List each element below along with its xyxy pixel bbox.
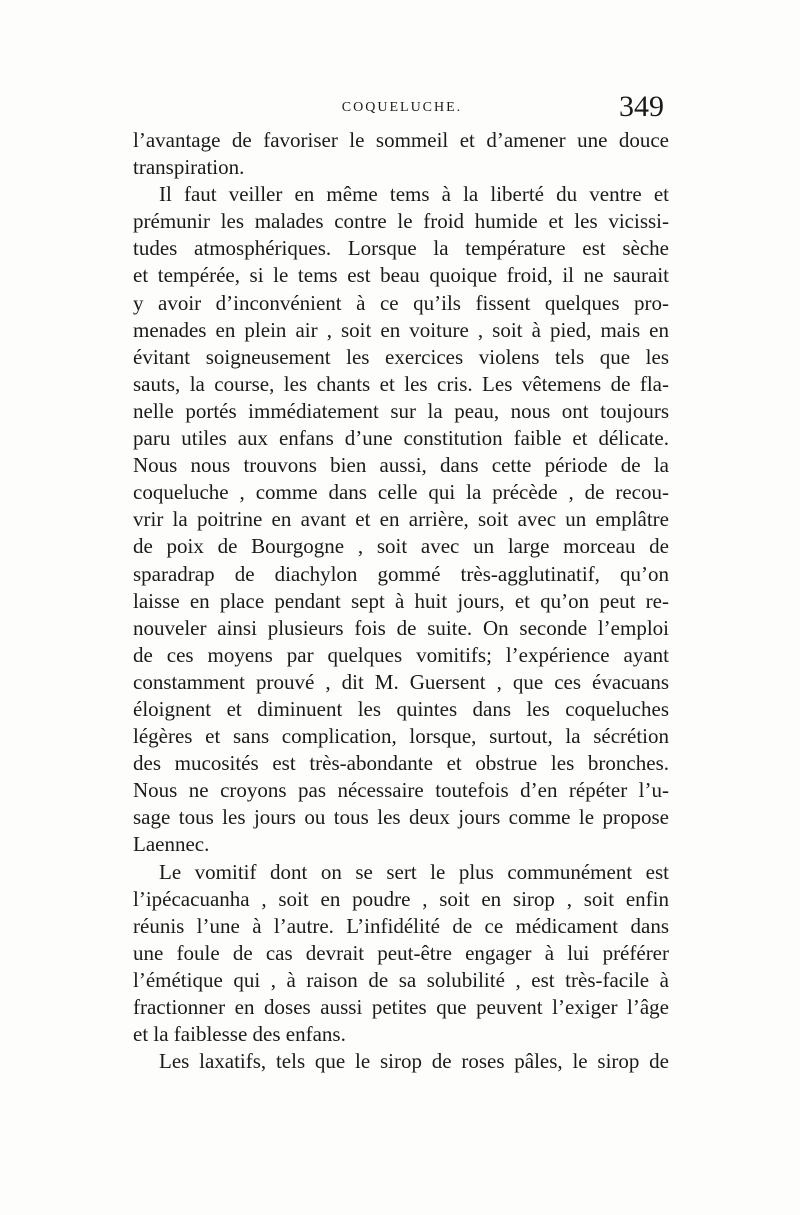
text-line: nouveler ainsi plusieurs fois de suite. On seconde l’emploi [133,615,669,640]
text-line: nelle portés immédiatement sur la peau, nous ont toujours [133,398,669,423]
text-line: l’avantage de favoriser le sommeil et d’amener une douce [133,128,669,152]
text-line: menades en plein air , soit en voiture , soit à pied, mais en [133,317,669,342]
text-line: l’émétique qui , à raison de sa solubilité , est très-facile à [133,967,669,992]
text-line: fractionner en doses aussi petites que peuvent l’exiger l’âge [133,995,669,1019]
text-line: sage tous les jours ou tous les deux jours comme le propose [133,805,669,830]
text-line: paru utiles aux enfans d’une constitution faible et délicate. [133,426,669,451]
running-title: COQUELUCHE. [341,100,463,115]
text-line: réunis l’une à l’autre. L’infidélité de ce médicament dans [133,913,669,938]
text-line: Laennec. [133,832,210,857]
text-line: laisse en place pendant sept à huit jours, et qu’on peut re- [133,588,669,613]
paragraph-start-line: Le vomitif dont on se sert le plus communément est [159,859,669,884]
text-line: légères et sans complication, lorsque, surtout, la sécrétion [133,724,669,749]
text-line: coqueluche , comme dans celle qui la précède , de recou- [133,480,669,505]
text-line: vrir la poitrine en avant et en arrière, soit avec un emplâtre [133,507,669,532]
text-line: sparadrap de diachylon gommé très-agglutinatif, qu’on [133,561,669,586]
text-line: l’ipécacuanha , soit en poudre , soit en sirop , soit enfin [133,886,669,911]
text-line: transpiration. [133,155,245,180]
text-line: sauts, la course, les chants et les cris. Les vêtemens de fla- [133,371,669,396]
text-line: de poix de Bourgogne , soit avec un large morceau de [133,534,669,559]
text-line: et tempérée, si le tems est beau quoique froid, il ne saurait [133,263,669,288]
text-line: éloignent et diminuent les quintes dans les coqueluches [133,696,669,721]
text-line: Nous ne croyons pas nécessaire toutefois d’en répéter l’u- [133,778,669,803]
page-number: 349 [619,90,664,123]
text-line: une foule de cas devrait peut-être engager à lui préférer [133,940,669,965]
text-line: évitant soigneusement les exercices violens tels que les [133,344,669,369]
text-line: Nous nous trouvons bien aussi, dans cette période de la [133,453,669,478]
text-line: tudes atmosphériques. Lorsque la température est sèche [133,236,669,261]
text-line: des mucosités est très-abondante et obstrue les bronches. [133,751,669,776]
text-line: constamment prouvé , dit M. Guersent , que ces évacuans [133,669,669,694]
running-header [132,90,672,130]
text-line: prémunir les malades contre le froid humide et les vicissi- [133,209,669,234]
text-line: de ces moyens par quelques vomitifs; l’expérience ayant [133,642,669,667]
text-line: et la faiblesse des enfans. [133,1022,346,1047]
paragraph-start-line: Les laxatifs, tels que le sirop de roses pâles, le sirop de [159,1049,669,1074]
text-line: y avoir d’inconvénient à ce qu’ils fissent quelques pro- [133,290,669,315]
paragraph-start-line: Il faut veiller en même tems à la liberté du ventre et [159,182,669,207]
body-text [133,127,669,1075]
